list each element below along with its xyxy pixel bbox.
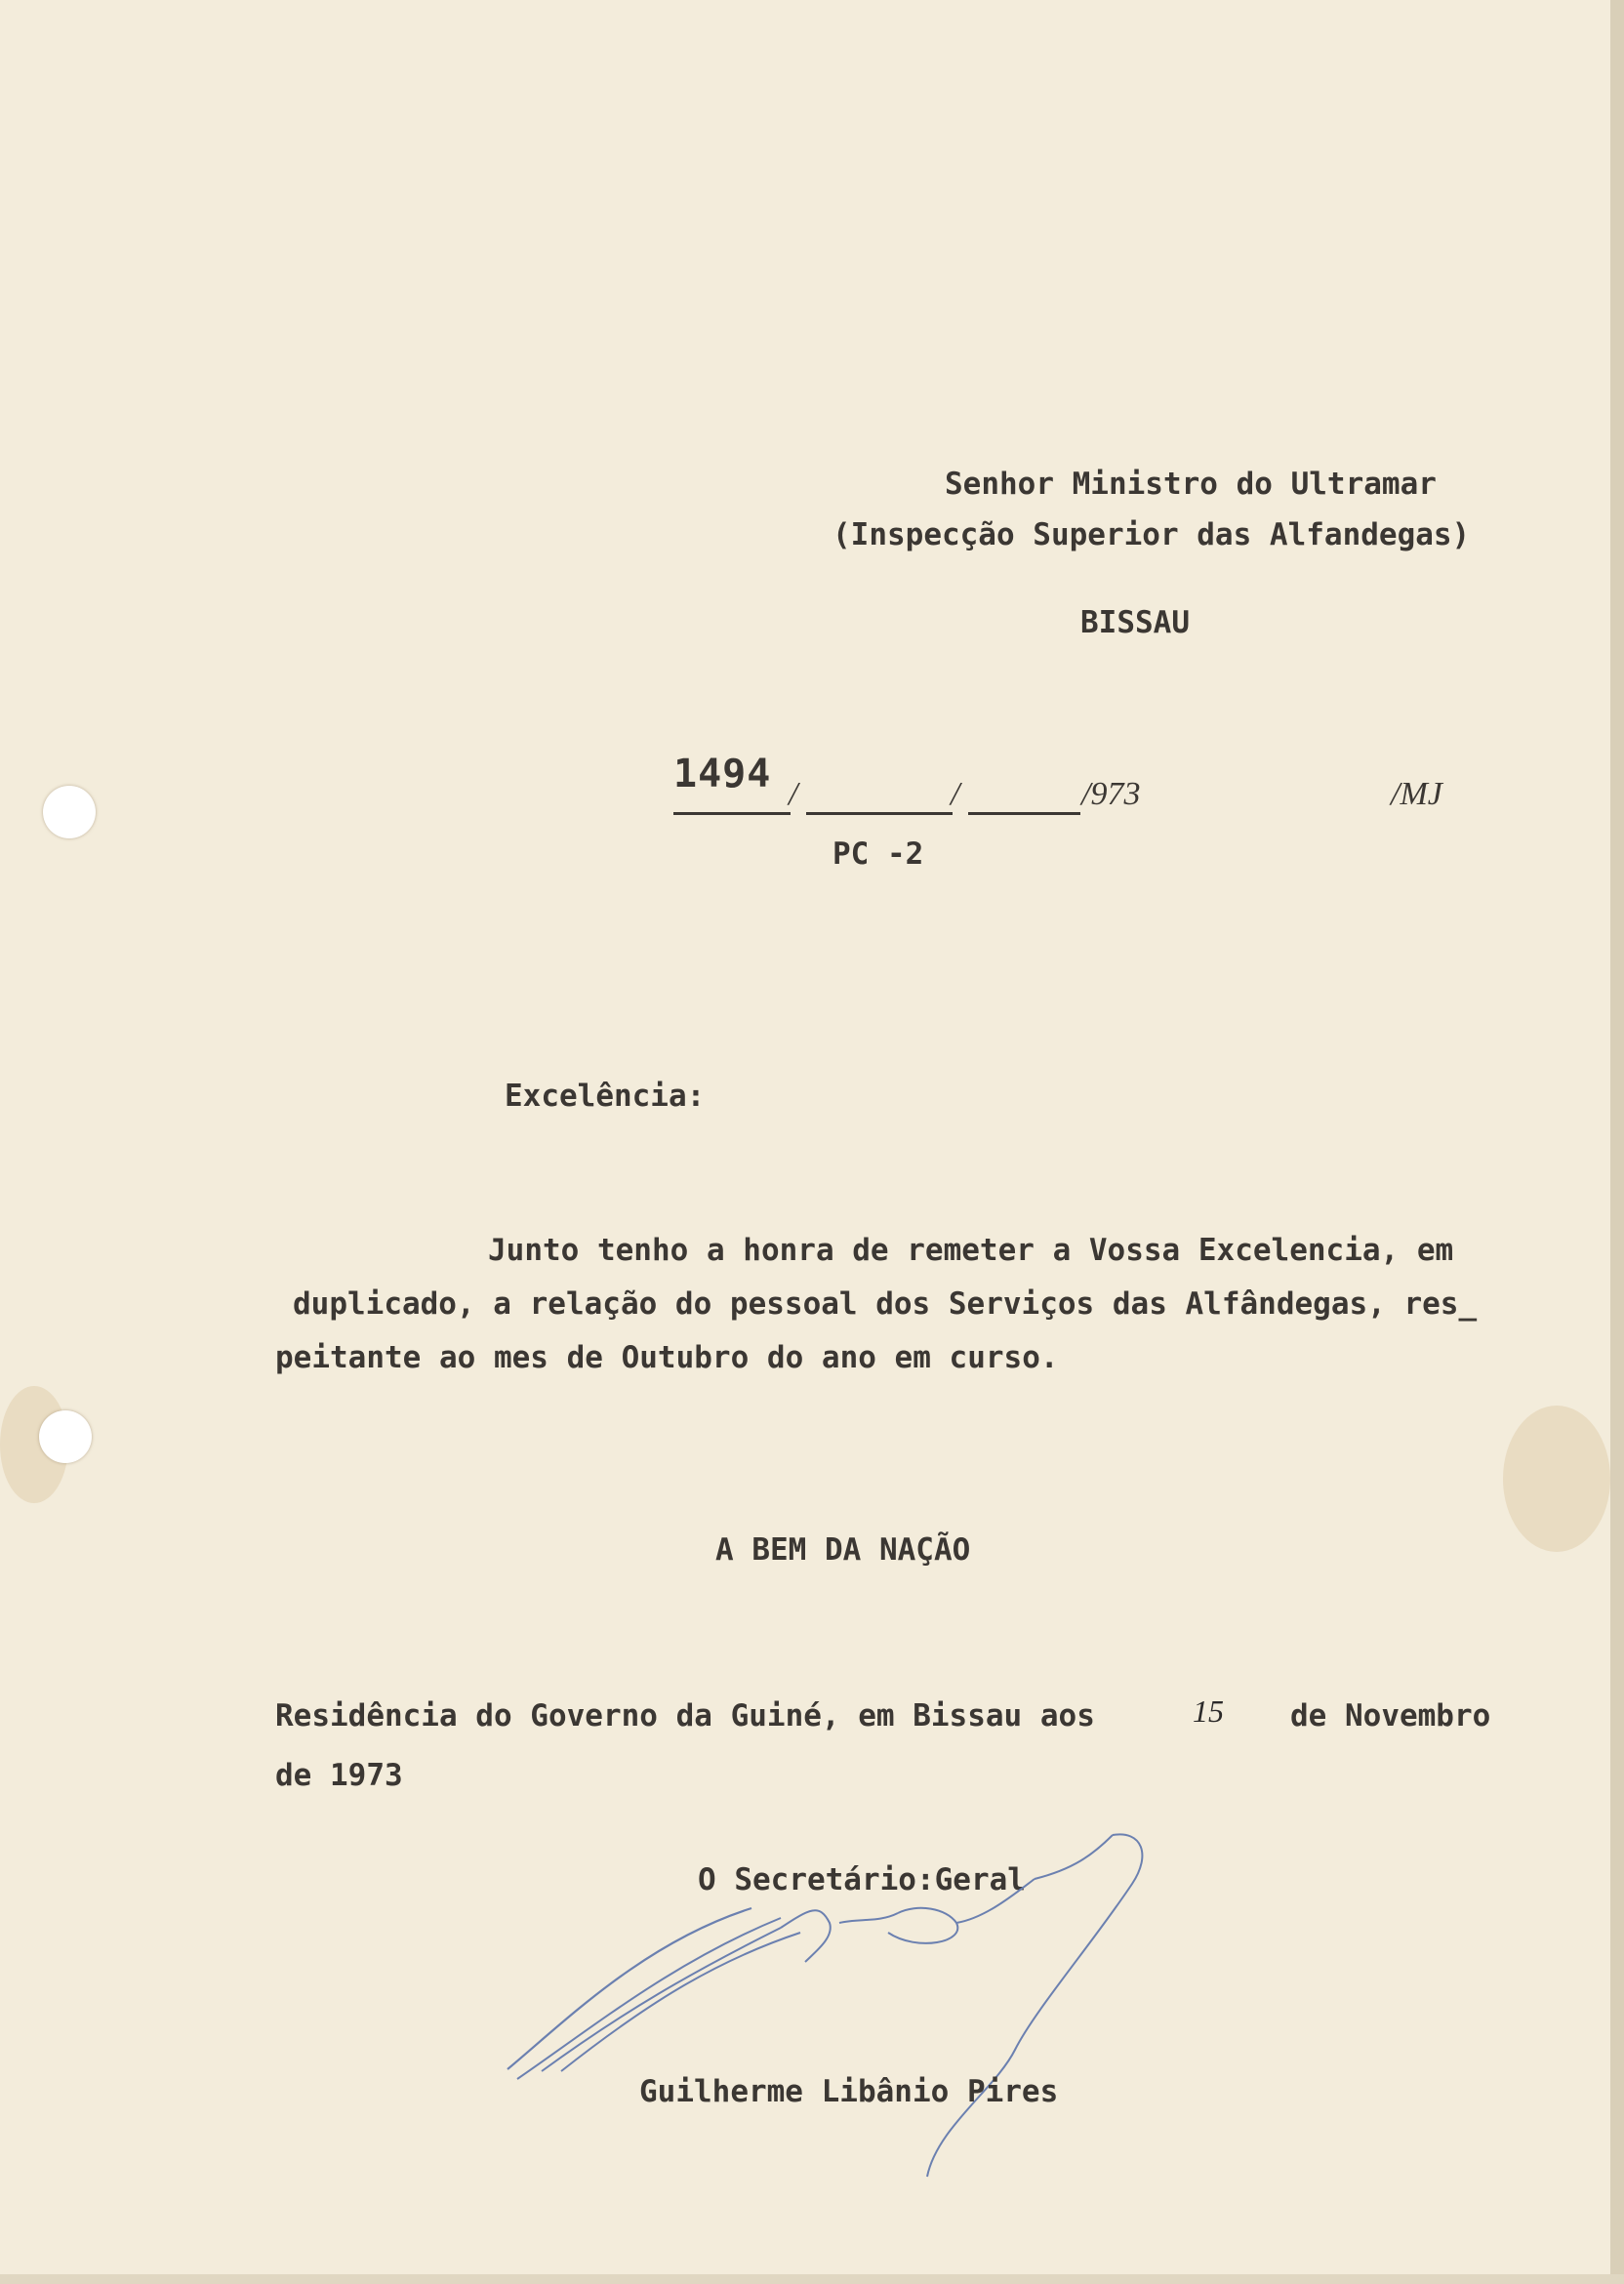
body-line-1: Junto tenho a honra de remeter a Vossa Excelencia, em: [488, 1233, 1454, 1268]
body-line-2: duplicado, a relação do pessoal dos Serviços das Alfândegas, res_: [293, 1286, 1478, 1322]
paper-edge: [0, 2274, 1624, 2284]
handwritten-signature: [488, 1815, 1171, 2186]
punch-hole: [39, 1410, 92, 1463]
salutation: Excelência:: [505, 1079, 706, 1114]
punch-hole: [43, 786, 96, 838]
reference-year: /973: [1081, 776, 1141, 812]
handwritten-day: 15: [1193, 1693, 1224, 1729]
reference-number: 1494: [673, 752, 772, 796]
closing-motto: A BEM DA NAÇÃO: [715, 1532, 971, 1568]
reference-code: PC -2: [832, 836, 924, 872]
reference-initials: /MJ: [1391, 776, 1442, 812]
addressee-line-2: (Inspecção Superior das Alfandegas): [832, 517, 1471, 552]
paper-edge: [1610, 0, 1624, 2284]
signatory-title: O Secretário:Geral: [698, 1862, 1026, 1897]
body-line-3: peitante ao mes de Outubro do ano em curso.: [275, 1340, 1059, 1375]
place-date-prefix: Residência do Governo da Guiné, em Bissau aos: [275, 1698, 1095, 1733]
addressee-line-1: Senhor Ministro do Ultramar: [945, 467, 1437, 502]
reference-separator: /: [951, 776, 960, 812]
reference-rule: [673, 812, 791, 815]
reference-separator: /: [789, 776, 798, 812]
place-date-month: de Novembro: [1290, 1698, 1491, 1733]
addressee-city: BISSAU: [1080, 605, 1190, 640]
paper-stain: [1503, 1406, 1610, 1552]
reference-rule: [968, 812, 1080, 815]
place-date-year: de 1973: [275, 1758, 403, 1793]
signatory-name: Guilherme Libânio Pires: [639, 2074, 1059, 2109]
reference-rule: [806, 812, 953, 815]
